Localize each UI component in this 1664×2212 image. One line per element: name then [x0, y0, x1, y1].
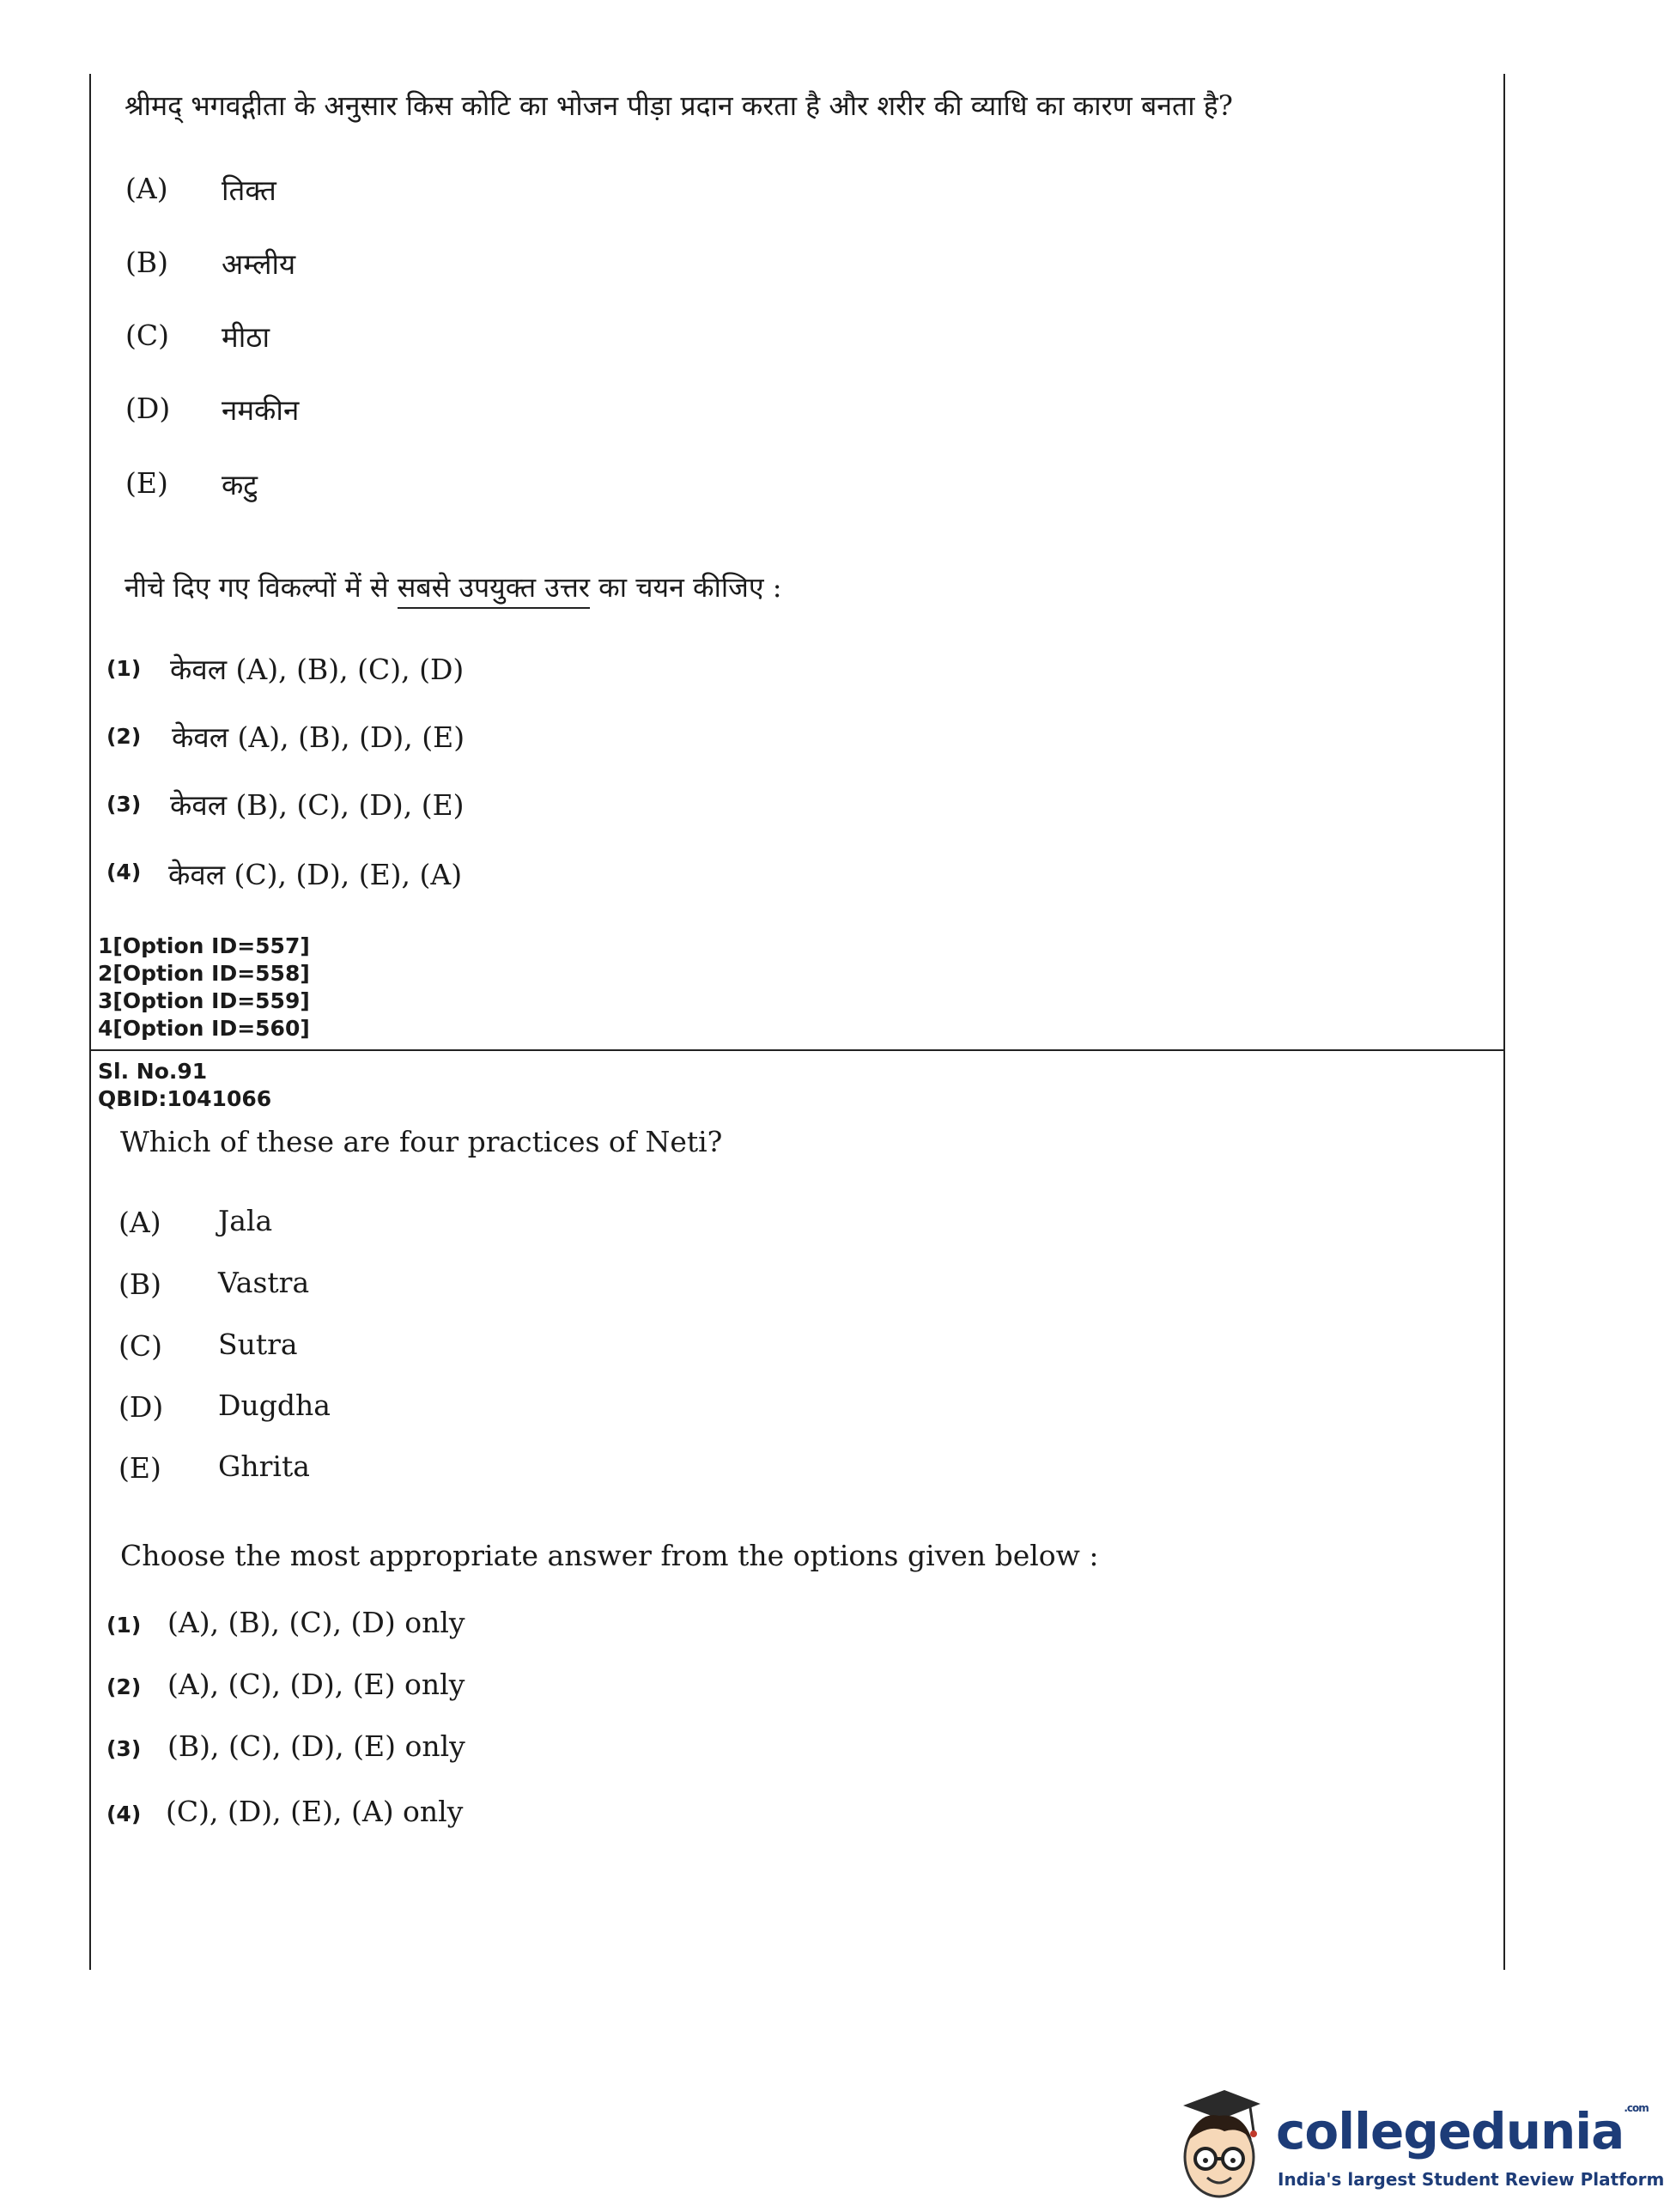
- instruction-prefix: नीचे दिए गए विकल्पों में से: [124, 571, 398, 604]
- option-letter: (E): [118, 1451, 161, 1485]
- collegedunia-logo: [1164, 2087, 1664, 2207]
- option-letter: (D): [118, 1390, 164, 1424]
- option-id: 1[Option ID=557]: [98, 933, 310, 958]
- answer-number: (4): [106, 860, 142, 884]
- logo-name: collegedunia: [1276, 2102, 1625, 2160]
- q2-meta: [98, 1058, 271, 1113]
- option-letter: (A): [125, 172, 168, 205]
- q1-instruction: [124, 567, 782, 608]
- answer-text: (A), (C), (D), (E) only: [167, 1668, 465, 1701]
- answer-text: (A), (B), (C), (D) only: [167, 1606, 465, 1639]
- q2-question-text: Which of these are four practices of Neti?: [120, 1125, 723, 1158]
- frame-right-border: [1503, 74, 1505, 1970]
- instruction-underlined: सबसे उपयुक्त उत्तर: [398, 571, 590, 609]
- answer-number: (2): [106, 724, 142, 749]
- question-bank-id: QBID:1041066: [98, 1086, 272, 1111]
- option-text: Dugdha: [218, 1389, 331, 1422]
- option-id: 3[Option ID=559]: [98, 988, 310, 1013]
- option-id: 4[Option ID=560]: [98, 1016, 310, 1041]
- answer-text: (C), (D), (E), (A) only: [166, 1795, 464, 1828]
- option-text: Ghrita: [218, 1449, 310, 1483]
- answer-number: (1): [106, 656, 142, 681]
- q1-question-text: श्रीमद् भगवद्गीता के अनुसार किस कोटि का भोजन पीड़ा प्रदान करता है और शरीर की व्याधि का कारण बनता है?: [124, 89, 1233, 122]
- option-text: Jala: [218, 1204, 273, 1237]
- option-text: मीठा: [222, 320, 270, 354]
- option-letter: (B): [118, 1267, 161, 1301]
- answer-text: केवल (A), (B), (C), (D): [170, 653, 465, 686]
- q2-instruction: Choose the most appropriate answer from the options given below :: [120, 1539, 1099, 1572]
- answer-number: (3): [106, 792, 142, 817]
- answer-text: (B), (C), (D), (E) only: [167, 1729, 465, 1763]
- answer-text: केवल (B), (C), (D), (E): [170, 788, 465, 822]
- instruction-suffix: का चयन कीजिए :: [590, 571, 782, 604]
- answer-text: केवल (A), (B), (D), (E): [172, 720, 465, 754]
- option-letter: (C): [118, 1329, 162, 1363]
- logo-suffix: .com: [1624, 2102, 1649, 2114]
- option-letter: (A): [118, 1206, 161, 1239]
- logo-wordmark: [1276, 2102, 1649, 2160]
- option-id: 2[Option ID=558]: [98, 961, 310, 986]
- option-letter: (E): [125, 466, 168, 500]
- answer-number: (1): [106, 1613, 142, 1638]
- option-letter: (C): [125, 319, 169, 352]
- serial-number: Sl. No.91: [98, 1059, 208, 1084]
- option-letter: (B): [125, 246, 168, 279]
- answer-text: केवल (C), (D), (E), (A): [168, 858, 463, 891]
- option-text: Sutra: [218, 1328, 298, 1361]
- option-text: अम्लीय: [222, 247, 296, 281]
- answer-number: (3): [106, 1736, 142, 1761]
- option-text: तिक्त: [222, 173, 276, 207]
- logo-tagline: India's largest Student Review Platform: [1278, 2169, 1664, 2190]
- mascot-icon: [1164, 2087, 1276, 2207]
- answer-number: (2): [106, 1674, 142, 1699]
- answer-number: (4): [106, 1802, 142, 1826]
- frame-left-border: [89, 74, 91, 1970]
- q1-option-ids: [98, 933, 310, 1042]
- question-divider: [89, 1049, 1505, 1051]
- option-text: नमकीन: [222, 393, 300, 427]
- option-text: Vastra: [218, 1266, 310, 1299]
- option-text: कटु: [222, 468, 258, 501]
- option-letter: (D): [125, 392, 171, 425]
